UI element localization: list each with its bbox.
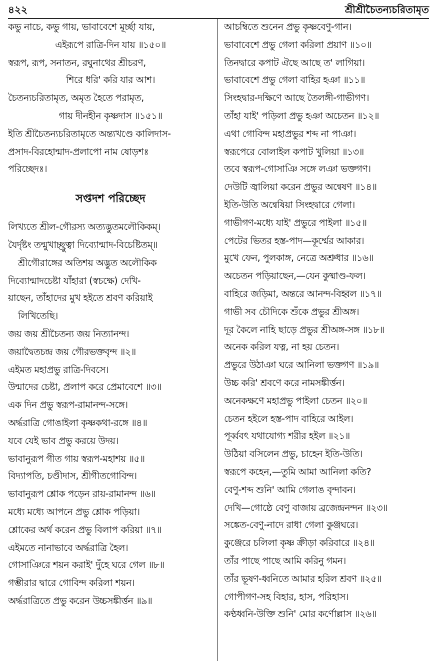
text-line: গাভী সব চৌদিকে শুঁকে প্রভুর শ্রীঅঙ্গ। — [224, 306, 359, 318]
text-line: ভাবাবেশে প্রভু গেলা করিলা প্রয়াণ ॥১০॥ — [224, 39, 372, 51]
text-line: দেউটি জ্বালিয়া করেন প্রভুর অন্বেষণ ॥১৪॥ — [224, 182, 377, 194]
right-column — [217, 19, 429, 661]
text-line: পূর্ব্ববৎ যথাযোগ্য শরীর হইল ॥২১॥ — [224, 431, 350, 443]
text-line: তিনদ্বারে কপাট ঐছে আছে ত' লাগিয়া। — [224, 57, 365, 69]
page-number: ৪২২ — [8, 5, 28, 16]
text-line: চেতন হইলে হস্ত-পাদ বাহিরে আইল। — [224, 413, 354, 425]
chapter-heading: সপ্তদশ পরিচ্ছেদ — [75, 192, 146, 206]
text-line: স্বরূপেরে বোলাইল কপাট খুলিয়া ॥১৩॥ — [224, 146, 364, 158]
text-line: সঙ্কেত-বেণু-নাদে রাধা গেলা কুঞ্জঘরে। — [224, 520, 359, 532]
text-line: অর্দ্ধরাত্রিতে প্রভু করেন উচ্চসঙ্কীর্ত্তন ॥৯॥ — [8, 595, 153, 607]
text-line: তবে স্বরূপ-গোসাঞি সঙ্গে লঞা ভক্তগণ। — [224, 164, 371, 176]
text-line: এইমত মহাপ্রভু রাত্রি-দিবসে। — [8, 364, 109, 376]
text-line: গায় দীনহীন কৃষ্ণদাস ॥১৫১॥ — [58, 110, 163, 122]
text-line: উন্মাদের চেষ্টা, প্রলাপ করে প্রেমাবেশে ॥৩॥ — [8, 382, 162, 394]
text-line: গম্ভীরার দ্বারে গোবিন্দ করিলা শয়ন। — [8, 578, 135, 590]
text-line: প্রভুরে উঠাঞা ঘরে আনিলা ভক্তগণ ॥১৯॥ — [224, 360, 379, 372]
text-line: এথা গোবিন্দ মহাপ্রভুর শব্দ না পাঞা। — [224, 128, 357, 140]
text-line: উঠিয়া বসিলেন প্রভু, চাহেন ইতি-উতি। — [224, 449, 363, 461]
text-line: শিরে ধরি' করি যার আশ। — [65, 75, 156, 87]
text-line: কভু নাচে, কভু গায়, ভাবাবেশে মূর্চ্ছা যায়, — [8, 22, 155, 33]
text-line: অনেক করিল যত্ন, না হয় চেতন। — [224, 342, 340, 354]
text-line: য়াছেন, তাঁহাদের মুখ হইতে শ্রবণ করিয়াই — [8, 293, 153, 305]
text-line: অচেতন পড়িয়াছেন,—যেন কুষ্মাণ্ড-ফল। — [224, 271, 366, 283]
text-line: উচ্চ করি' শ্রবণে করে নামসঙ্কীর্ত্তন। — [224, 377, 345, 389]
text-line: সিংহদ্বার-দক্ষিণে আছে তৈলঙ্গী-গাভীগণ। — [224, 93, 370, 105]
text-line: বাহিরে জড়িমা, অন্তরে আনন্দ-বিহ্বল ॥১৭॥ — [224, 288, 382, 300]
text-line: লিখ্যতে শ্রীল-গৌরস্য অত্যদ্ভুতমলৌকিকম্। — [8, 222, 161, 234]
text-columns — [8, 19, 429, 661]
text-line: পেটের ভিতর হস্ত-পাদ—কূর্ম্মের আকার। — [224, 235, 365, 247]
text-line: স্বরূপ, রূপ, সনাতন, রঘুনাথের শ্রীচরণ, — [8, 57, 146, 69]
text-line: তাঁর পাছে পাছে আমি করিনু গমন। — [224, 555, 346, 567]
text-line: পরিচ্ছেদঃ। — [8, 164, 48, 176]
text-line: শ্রীগৌরাঙ্গের অতিশয় অদ্ভুত অলৌকিক — [18, 257, 157, 269]
text-line: চৈতন্যচরিতামৃত, অমৃত হৈতে পরামৃত, — [8, 93, 144, 105]
text-line: যৈর্দৃষ্টং তন্মুখাচ্ছ্রুত্বা দিব্যোন্মাদ-বিচেষ্টিতম্॥ — [8, 239, 158, 251]
text-line: এক দিন প্রভু স্বরূপ-রামানন্দ-সঙ্গে। — [8, 400, 128, 412]
text-line: তাঁহা যাই' পড়িলা প্রভু হঞা অচেতন ॥১২॥ — [224, 110, 379, 122]
text-line: দেখি—গোষ্ঠে বেণু বাজায় ব্রজেন্দ্রনন্দন ॥২৩॥ — [224, 502, 388, 514]
text-line: দূর কৈলে নাহি ছাড়ে প্রভুর শ্রীঅঙ্গ-সঙ্গ ॥১৮॥ — [224, 324, 385, 336]
text-line: আচম্বিতে শুনেন প্রভু কৃষ্ণবেণু-গান। — [224, 22, 352, 33]
text-line: যবে যেই ভাব প্রভু করয়ে উদয়। — [8, 435, 119, 447]
text-line: জয় জয় শ্রীচৈতন্য জয় নিত্যানন্দ। — [8, 328, 130, 340]
text-line: বেণু-শব্দ শুনি' আমি গেলাঙ বৃন্দাবন। — [224, 484, 356, 496]
running-title: শ্রীশ্রীচৈতন্যচরিতামৃত — [345, 5, 429, 16]
text-line: মধ্যে মধ্যে আপনে প্রভু শ্লোক পড়িয়া। — [8, 506, 140, 518]
text-line: এইমতে নানাভাবে অর্দ্ধরাত্রি হৈল। — [8, 542, 129, 554]
text-line: এইরূপে রাত্রি-দিন যায় ॥১৫০॥ — [55, 39, 166, 51]
chapter-verses-left — [8, 219, 213, 611]
chapter-verses-right — [224, 19, 429, 624]
text-line: ভাবানুরূপ শ্লোক পড়েন রায়-রামানন্দ ॥৬॥ — [8, 489, 156, 501]
text-line: দিব্যোন্মাদচেষ্টা যাঁহারা (স্বচক্ষে) দেখি- — [8, 275, 141, 287]
text-line: অনেকক্ষণে মহাপ্রভু পাইলা চেতন ॥২০॥ — [224, 395, 368, 407]
text-line: লিখিতেছি। — [18, 311, 58, 323]
text-line: ভাবাবেশে প্রভু গেলা বাহির হঞা ॥১১॥ — [224, 75, 365, 87]
text-line: কুঞ্জেরে চলিলা কৃষ্ণ ক্রীড়া করিবারে ॥২৪॥ — [224, 538, 375, 550]
text-line: কণ্ঠধ্বনি-উক্তি শুনি' মোর কর্ণোল্লাস ॥২৬॥ — [224, 609, 377, 621]
left-column — [8, 19, 217, 661]
text-line: গাভীগণ-মধ্যে যাই' প্রভুরে পাইলা ॥১৫॥ — [224, 217, 367, 229]
previous-chapter-ending — [8, 19, 213, 179]
page-header — [8, 3, 429, 19]
text-line: জয়াদ্বৈতচন্দ্র জয় গৌরভক্তবৃন্দ ॥২॥ — [8, 346, 136, 358]
text-line: ইতি-উতি অন্বেষিয়া সিংহদ্বারে গেলা। — [224, 199, 355, 211]
text-line: বিদ্যাপতি, চণ্ডীদাস, শ্রীগীতগোবিন্দ। — [8, 471, 137, 483]
text-line: শ্লোকের অর্থ করেন প্রভু বিলাপ করিয়া ॥৭॥ — [8, 524, 162, 536]
text-line: প্রসাদ-বিরহোন্মাদ-প্রলাপো নাম ষোড়শঃ — [8, 146, 149, 158]
text-line: ইতি শ্রীচৈতন্যচরিতামৃতে অন্ত্যখণ্ডে কালিদাস- — [8, 128, 171, 140]
text-line: অর্দ্ধরাত্রি গোঙাইলা কৃষ্ণকথা-রঙ্গে ॥৪॥ — [8, 417, 148, 429]
text-line: ভাবানুরূপ গীত গায় স্বরূপ-মহাশয় ॥৫॥ — [8, 453, 145, 465]
text-line: গোপীগণ-সহ বিহার, হাস, পরিহাস। — [224, 591, 349, 603]
text-line: গোসাঞিরে শয়ন করাই' দুঁহে ঘরে গেল ॥৮॥ — [8, 560, 165, 572]
text-line: মুখে ফেন, পুলকাঙ্গ, নেত্রে অশ্রুধার ॥১৬॥ — [224, 253, 374, 265]
text-line: স্বরূপে কহেন,—তুমি আমা আনিলা কতি? — [224, 466, 372, 478]
text-line: তাঁর ভূষণ-ধ্বনিতে আমার হরিল শ্রবণ ॥২৫॥ — [224, 573, 382, 585]
